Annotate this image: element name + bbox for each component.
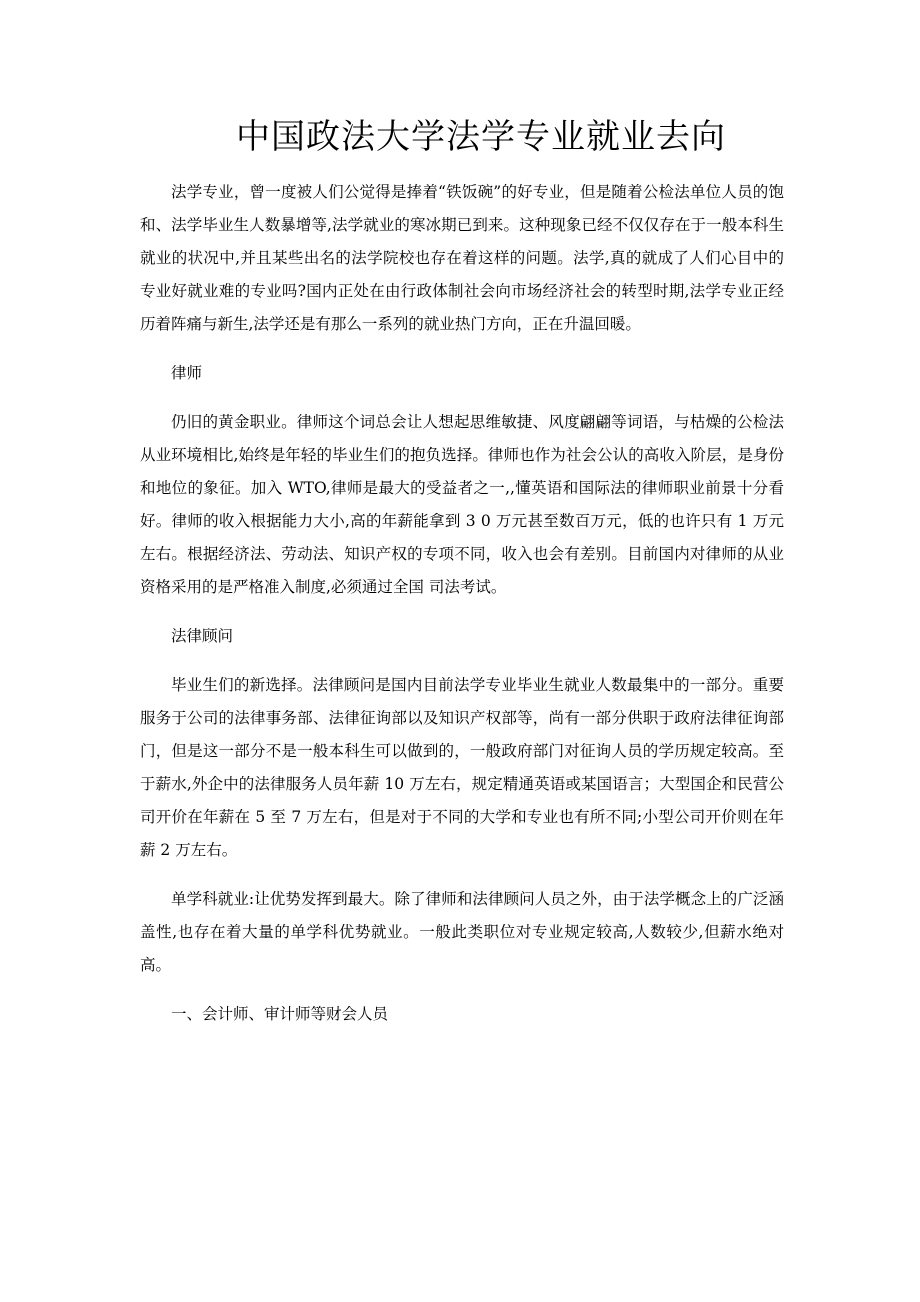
paragraph-spacer [140, 341, 784, 357]
section-body-legal-advisor: 毕业生们的新选择。法律顾问是国内目前法学专业毕业生就业人数最集中的一部分。重要服务于公司的法律事务部、法律征询部以及知识产权部等，尚有一部分供职于政府法律征询部门，但是这一部分不是一般本科生可以做到的，一般政府部门对征询人员的学历规定较高。至于薪水,外企中的法律服务人员年薪 10 万左右，规定精通英语或某国语言；大型国企和民营公司开价在年薪在 5 至 7 万左右，但是对于不同的大学和专业也有所不同;小型公司开价则在年薪 2 万左右。 [140, 676, 784, 859]
single-discipline-paragraph: 单学科就业:让优势发挥到最大。除了律师和法律顾问人员之外，由于法学概念上的广泛涵盖性,也存在着大量的单学科优势就业。一般此类职位对专业规定较高,人数较少,但薪水绝对高。 [140, 890, 784, 974]
subheading-accountants: 一、会计师、审计师等财会人员 [171, 1005, 389, 1023]
section-heading-legal-advisor: 法律顾问 [171, 627, 234, 645]
paragraph-spacer [140, 653, 784, 669]
paragraph-spacer [140, 982, 784, 998]
document-title: 中国政法大学法学专业就业去向 [236, 117, 726, 157]
section-heading-lawyer: 律师 [171, 364, 203, 382]
paragraph-spacer [140, 604, 784, 620]
section-body-lawyer: 仍旧的黄金职业。律师这个词总会让人想起思维敏捷、风度翩翩等词语，与枯燥的公检法从业环境相比,始终是年轻的毕业生们的抱负选择。律师也作为社会公认的高收入阶层，是身份和地位的象征。加入 WTO,律师是最大的受益者之一,,懂英语和国际法的律师职业前景十分看好。律师的收入根据能力大小,高的年薪能拿到 3 0 万元甚至数百万元，低的也许只有 1 万元左右。根据经济法、劳动法、知识产权的专项不同，收入也会有差别。目前国内对律师的从业资格采用的是严格准入制度,必须通过全国 司法考试。 [140, 413, 784, 596]
intro-paragraph: 法学专业，曾一度被人们公觉得是捧着“铁饭碗”的好专业，但是随着公检法单位人员的饱和、法学毕业生人数暴增等,法学就业的寒冰期已到来。这种现象已经不仅仅存在于一般本科生就业的状况中,并且某些出名的法学院校也存在着这样的问题。法学,真的就成了人们心目中的专业好就业难的专业吗?国内正处在由行政体制社会向市场经济社会的转型时期,法学专业正经历着阵痛与新生,法学还是有那么一系列的就业热门方向，正在升温回暖。 [140, 183, 784, 333]
document-body [140, 176, 784, 1031]
paragraph-spacer [140, 390, 784, 406]
paragraph-spacer [140, 867, 784, 883]
